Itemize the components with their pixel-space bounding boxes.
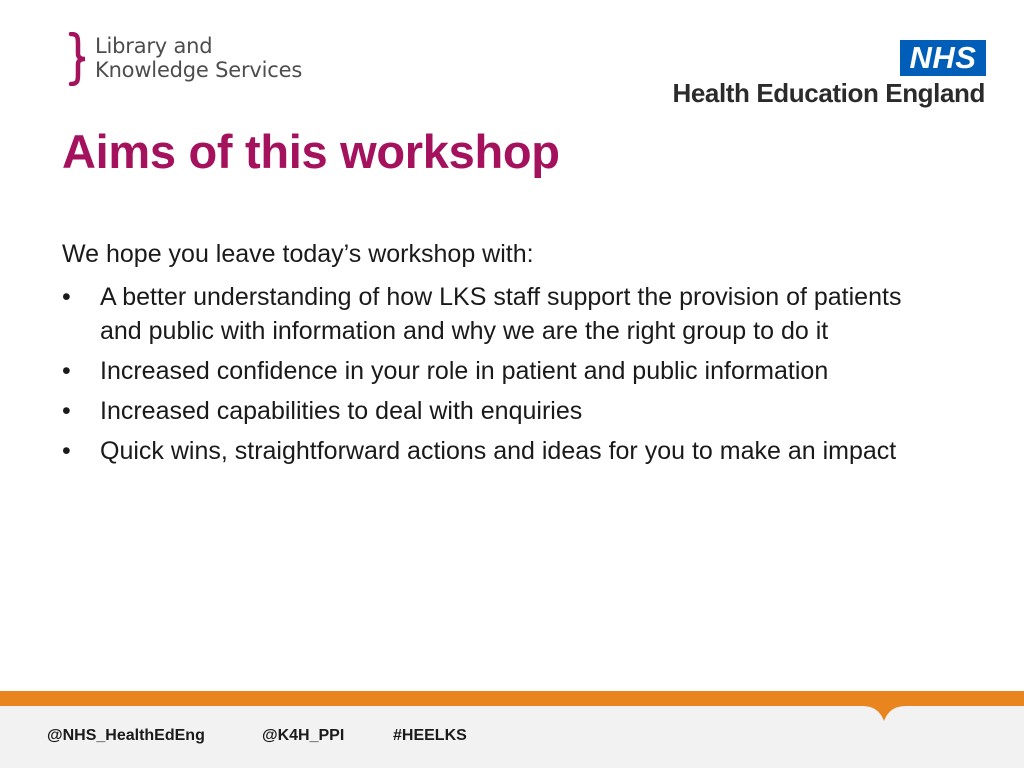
slide-title: Aims of this workshop [62,125,560,178]
hee-logo-text: Health Education England [672,78,985,108]
lks-logo-line-1: Library and [95,34,213,58]
footer-handle-hee: @NHS_HealthEdEng [47,727,205,744]
bullet-list [62,280,942,474]
bullet-item [62,280,942,348]
bullet-dot: • [62,397,71,425]
lks-logo-line-2: Knowledge Services [95,58,303,82]
bullet-dot: • [62,437,71,465]
slide-intro: We hope you leave today’s workshop with: [62,240,534,268]
footer-notch-shape [862,704,906,724]
nhs-logo-badge: NHS [900,40,986,76]
bullet-text: Increased confidence in your role in patient and public information [100,357,829,385]
bullet-item [62,434,942,468]
bullet-item [62,394,942,428]
bullet-item [62,354,942,388]
bullet-text: A better understanding of how LKS staff support the provision of patients and public with information and why we are the right group to do it [100,283,902,345]
bullet-dot: • [62,283,71,311]
footer-handle-k4h: @K4H_PPI [262,727,345,744]
footer-hashtag: #HEELKS [393,727,467,744]
bullet-dot: • [62,357,71,385]
bullet-text: Increased capabilities to deal with enquiries [100,397,583,425]
lks-bracket-icon [66,32,88,86]
bullet-text: Quick wins, straightforward actions and ideas for you to make an impact [100,437,897,465]
